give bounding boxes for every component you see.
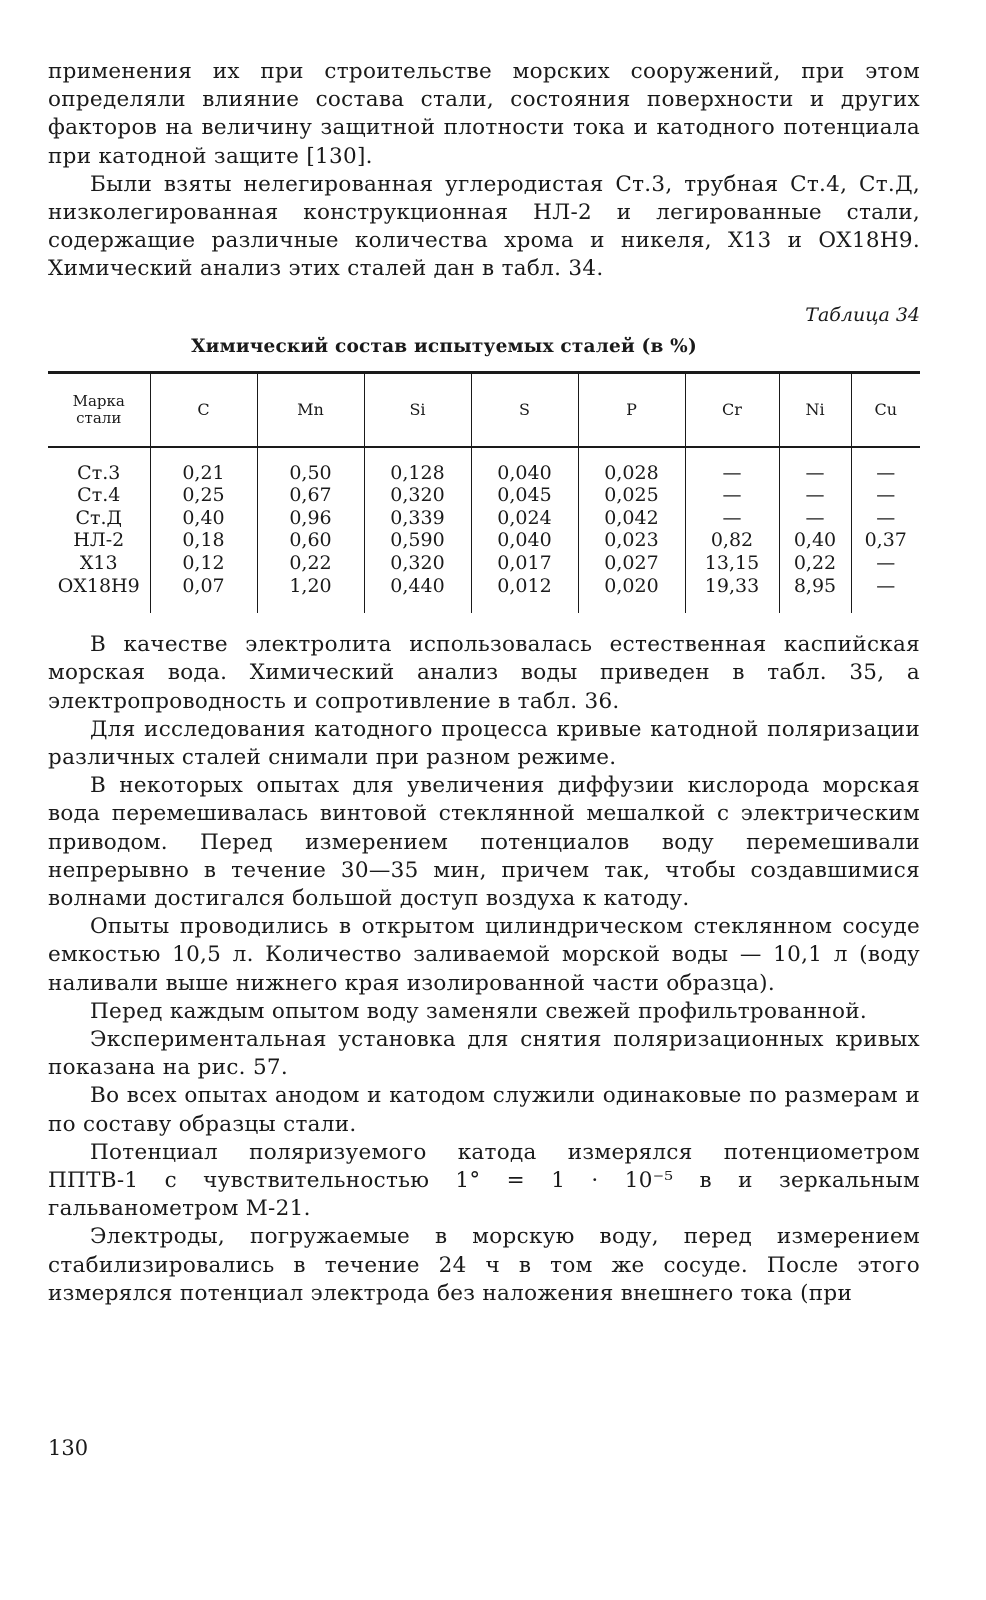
chemical-composition-table	[48, 371, 920, 614]
table-cell: 0,12	[150, 552, 257, 575]
table-cell: —	[851, 507, 920, 530]
table-row	[48, 575, 920, 614]
table-cell: 0,045	[471, 484, 578, 507]
table-cell: 0,017	[471, 552, 578, 575]
table-cell: 0,128	[364, 447, 471, 485]
table-cell: 1,20	[257, 575, 364, 614]
table-cell: —	[779, 447, 851, 485]
page-number: 130	[48, 1436, 89, 1460]
paragraph: Опыты проводились в открытом цилиндрическом стеклянном сосуде емкостью 10,5 л. Количество заливаемой морской воды — 10,1 л (воду наливали выше нижнего края изолированной части образца).	[48, 914, 920, 996]
paragraph: Во всех опытах анодом и катодом служили одинаковые по размерам и по составу образцы стали.	[48, 1083, 920, 1137]
table-cell: 0,40	[150, 507, 257, 530]
table-cell: 0,027	[578, 552, 685, 575]
table-cell: 0,40	[779, 529, 851, 552]
steel-grade-cell: Ст.3	[77, 461, 121, 484]
table-cell: —	[685, 447, 779, 485]
table-cell: 0,040	[471, 529, 578, 552]
column-header: Cu	[851, 372, 920, 447]
table-cell: 0,07	[150, 575, 257, 614]
table-number: Таблица 34	[805, 303, 920, 326]
table-cell: 0,025	[578, 484, 685, 507]
table-cell: —	[851, 484, 920, 507]
steel-grade-cell: Ст.Д	[75, 506, 123, 529]
table-cell: 0,042	[578, 507, 685, 530]
table-row	[48, 447, 920, 485]
table-title: Химический состав испытуемых сталей (в %)	[191, 335, 697, 357]
table-cell: —	[685, 507, 779, 530]
column-header: Ni	[779, 372, 851, 447]
table-cell: 0,024	[471, 507, 578, 530]
table-cell: 0,040	[471, 447, 578, 485]
table-cell: 0,028	[578, 447, 685, 485]
table-cell: 0,020	[578, 575, 685, 614]
table-body	[48, 447, 920, 614]
steel-grade-cell: ОХ18Н9	[57, 574, 140, 597]
paragraph: применения их при строительстве морских сооружений, при этом определяли влияние состава стали, состояния поверхности и других факторов на величину защитной плотности тока и катодного потенциала при катодной защите [130].	[48, 59, 920, 169]
table-cell: 0,21	[150, 447, 257, 485]
table-cell: 0,82	[685, 529, 779, 552]
table-cell: 0,023	[578, 529, 685, 552]
paragraph: Для исследования катодного процесса кривые катодной поляризации различных сталей снимали при разном режиме.	[48, 716, 920, 770]
paragraph: Потенциал поляризуемого катода измерялся потенциометром ППТВ-1 с чувствительностью 1° = 1 · 10⁻⁵ в и зеркальным гальванометром М-21.	[48, 1139, 920, 1222]
column-header: Cr	[685, 372, 779, 447]
table-row	[48, 529, 920, 552]
table-cell: 0,590	[364, 529, 471, 552]
text-block-bottom	[48, 631, 920, 1308]
table-cell: 0,320	[364, 484, 471, 507]
table-cell: 0,339	[364, 507, 471, 530]
paragraph: Электроды, погружаемые в морскую воду, перед измерением стабилизировались в течение 24 ч в том же сосуде. После этого измерялся потенциал электрода без наложения внешнего тока (при	[48, 1224, 920, 1306]
table-cell: —	[851, 575, 920, 614]
steel-grade-cell: НЛ-2	[73, 529, 125, 552]
table-cell: 0,18	[150, 529, 257, 552]
column-header: Mn	[257, 372, 364, 447]
paragraph: Были взяты нелегированная углеродистая Ст.3, трубная Ст.4, Ст.Д, низколегированная конструкционная НЛ-2 и легированные стали, содержащие различные количества хрома и никеля, Х13 и ОХ18Н9. Химический анализ этих сталей дан в табл. 34.	[48, 171, 920, 282]
steel-grade-cell: Х13	[79, 552, 118, 574]
column-header: Si	[364, 372, 471, 447]
page-body	[48, 58, 920, 1308]
table-cell: —	[779, 507, 851, 530]
table-cell: 13,15	[685, 552, 779, 575]
table-cell: 0,22	[257, 552, 364, 575]
table-row	[48, 484, 920, 507]
table-cell: 0,440	[364, 575, 471, 614]
steel-grade-cell: Ст.4	[77, 484, 121, 507]
table-cell: 0,25	[150, 484, 257, 507]
table-row	[48, 552, 920, 575]
table-cell: —	[851, 552, 920, 575]
table-cell: 19,33	[685, 575, 779, 614]
paragraph: Перед каждым опытом воду заменяли свежей профильтрованной.	[90, 998, 868, 1024]
column-header: Марка стали	[48, 372, 150, 447]
table-cell: 0,96	[257, 507, 364, 530]
column-header: P	[578, 372, 685, 447]
column-header: S	[471, 372, 578, 447]
table-cell: 0,60	[257, 529, 364, 552]
table-cell: 0,22	[779, 552, 851, 575]
column-header: C	[150, 372, 257, 447]
table-cell: 8,95	[779, 575, 851, 614]
table-cell: 0,50	[257, 447, 364, 485]
paragraph: В качестве электролита использовалась естественная каспийская морская вода. Химический анализ воды приведен в табл. 35, а электропроводность и сопротивление в табл. 36.	[48, 632, 920, 714]
table-header-row	[48, 372, 920, 447]
table-cell: —	[851, 447, 920, 485]
table-cell: 0,67	[257, 484, 364, 507]
table-cell: 0,012	[471, 575, 578, 614]
table-cell: —	[779, 484, 851, 507]
table-cell: —	[685, 484, 779, 507]
paragraph: В некоторых опытах для увеличения диффузии кислорода морская вода перемешивалась винтовой стеклянной мешалкой с электрическим приводом. Перед измерением потенциалов воду перемешивали непрерывно в течение 30—35 мин, причем так, чтобы создавшимися волнами достигался большой доступ воздуха к катоду.	[48, 773, 920, 912]
table-cell: 0,320	[364, 552, 471, 575]
table-cell: 0,37	[851, 529, 920, 552]
paragraph: Экспериментальная установка для снятия поляризационных кривых показана на рис. 57.	[48, 1027, 920, 1081]
table-row	[48, 507, 920, 530]
text-block-top	[48, 58, 920, 284]
